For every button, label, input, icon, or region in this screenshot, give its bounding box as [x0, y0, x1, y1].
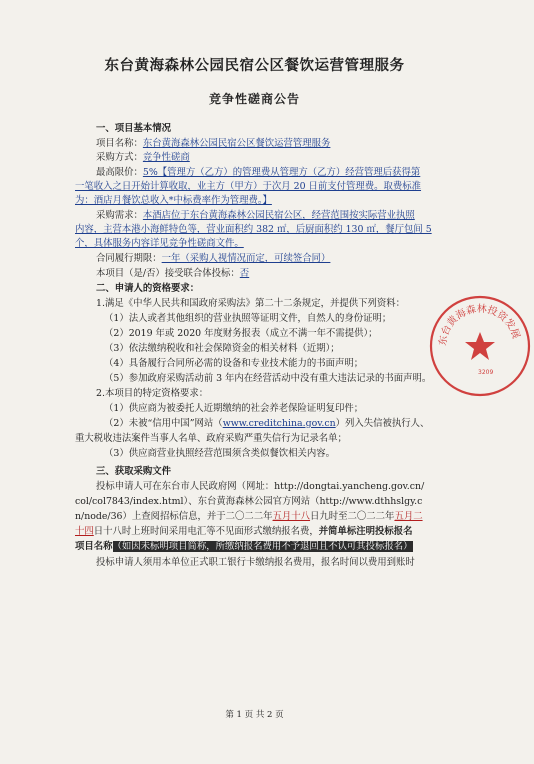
- obtain-docs-line-4-a: 日十八时上班时间采用电汇等不见面形式缴纳报名费，: [93, 526, 319, 537]
- project-name-value: 东台黄海森林公园民宿公区餐饮运营管理服务: [142, 138, 331, 149]
- qualification-item-1-3: （3）依法缴纳税收和社会保障资金的相关材料（近期）；: [104, 343, 340, 354]
- document-title: 东台黄海森林公园民宿公区餐饮运营管理服务: [104, 57, 405, 74]
- contract-term-line: [96, 252, 471, 265]
- obtain-docs-line-4: [75, 525, 450, 538]
- qualification-item-1-1: （1）法人或者其他组织的营业执照等证明文件，自然人的身份证明；: [104, 313, 392, 324]
- obtain-docs-line-5-a: 项目名称: [75, 541, 113, 552]
- obtain-docs-line-3-a: n/node/36）上查阅招标信息，并于二〇二二年: [75, 511, 273, 522]
- section-heading-obtain-docs: 三、获取采购文件: [96, 466, 172, 477]
- purchase-need-text-3: 个，具体服务内容详见竞争性磋商文件。: [75, 238, 244, 249]
- qualification-item-2-1: （1）供应商为被委托人近期缴纳的社会养老保险证明复印件；: [104, 403, 364, 414]
- purchase-method-line: [96, 151, 471, 164]
- qualification-item-2: 2.本项目的特定资格要求：: [96, 388, 209, 399]
- obtain-docs-line-4-b: 并简单标注明投标报名: [318, 526, 413, 537]
- obtain-docs-line-1: 投标申请人可在东台市人民政府网（网址：http://dongtai.yancheng.gov.cn/: [96, 481, 425, 492]
- price-limit-label: 最高限价：: [96, 167, 143, 178]
- purchase-need-text-2: 内容，主营本港小海鲜特色等，营业面积约 382 ㎡，后厨面积约 130 ㎡，餐厅包间 5: [75, 224, 432, 235]
- purchase-need-label: 采购需求：: [96, 210, 143, 221]
- project-name-line: [96, 137, 471, 150]
- highlighted-note: （如因未标明项目简称，所缴纳报名费用不予退回且不认可其投标报名）: [112, 541, 413, 552]
- qualification-item-2-2-text-b: ）列入失信被执行人、: [335, 418, 430, 429]
- obtain-docs-line-3-b: 日九时至二〇二二年: [310, 511, 395, 522]
- consortium-value: 否: [239, 268, 250, 279]
- obtain-docs-line-5: [75, 540, 450, 553]
- purchase-method-value: 竞争性磋商: [142, 152, 190, 163]
- start-date: 五月十八: [272, 511, 311, 522]
- contract-term-label: 合同履行期限：: [96, 253, 162, 264]
- consortium-label: 本项目（是/否）接受联合体投标：: [96, 268, 240, 279]
- page-footer: 第 1 页 共 2 页: [225, 710, 284, 720]
- price-limit-text-1: 5%【管理方（乙方）的管理费从管理方（乙方）经营管理后获得第: [142, 167, 421, 178]
- qualification-item-1: 1.满足《中华人民共和国政府采购法》第二十二条规定，并提供下列资料：: [96, 298, 405, 309]
- qualification-item-1-4: （4）具备履行合同所必需的设备和专业技术能力的书面声明；: [104, 358, 364, 369]
- price-limit-text-2: 一笔收入之日开始计算收取，业主方（甲方）于次月 20 日前支付管理费。取费标准: [75, 181, 422, 192]
- price-limit-text-3: 为：酒店月餐饮总收入*中标费率作为管理费。】: [75, 195, 272, 206]
- end-date-part-1: 五月二: [394, 511, 423, 522]
- purchase-need-line-1: [96, 209, 471, 222]
- qualification-item-2-3: （3）供应商营业执照经营范围须含类似餐饮相关内容。: [104, 448, 335, 459]
- consortium-line: [96, 267, 471, 280]
- seal-text-path: 东台黄海森林投资发展: [437, 303, 522, 347]
- section-heading-qualification: 二、申请人的资格要求：: [96, 283, 200, 294]
- qualification-item-1-5: （5）参加政府采购活动前 3 年内在经营活动中没有重大违法记录的书面声明。: [104, 373, 432, 384]
- contract-term-value: 一年（采购人视情况而定，可续签合同）: [161, 253, 331, 264]
- project-name-label: 项目名称：: [96, 138, 143, 149]
- end-date-part-2: 十四: [75, 526, 94, 537]
- obtain-docs-line-3: [75, 510, 450, 523]
- price-limit-line-1: [96, 166, 471, 179]
- qualification-item-2-2-cont: 重大税收违法案件当事人名单、政府采购严重失信行为记录名单；: [75, 433, 347, 444]
- qualification-item-2-2: [104, 417, 479, 430]
- document-subtitle: 竞争性磋商公告: [208, 92, 300, 106]
- obtain-docs-line-2: col/col7843/index.html）、东台黄海森林公园官方网站（http://www.dthhslgy.c: [75, 496, 423, 507]
- purchase-need-text-1: 本酒店位于东台黄海森林公园民宿公区，经营范围按实际营业执照: [142, 210, 415, 221]
- company-seal: [426, 292, 534, 400]
- creditchina-link[interactable]: www.creditchina.gov.cn: [222, 418, 336, 429]
- purchase-method-label: 采购方式：: [96, 152, 143, 163]
- seal-code: 3209: [478, 369, 494, 376]
- obtain-docs-line-6: 投标申请人须用本单位正式职工银行卡缴纳报名费用，报名时间以费用到账时: [96, 557, 415, 568]
- qualification-item-1-2: （2）2019 年或 2020 年度财务报表（成立不满一年不需提供）；: [104, 328, 378, 339]
- section-heading-basic-info: 一、项目基本情况: [96, 123, 172, 134]
- qualification-item-2-2-text-a: （2）未被“信用中国”网站（: [104, 418, 223, 429]
- seal-star-icon: [465, 332, 495, 360]
